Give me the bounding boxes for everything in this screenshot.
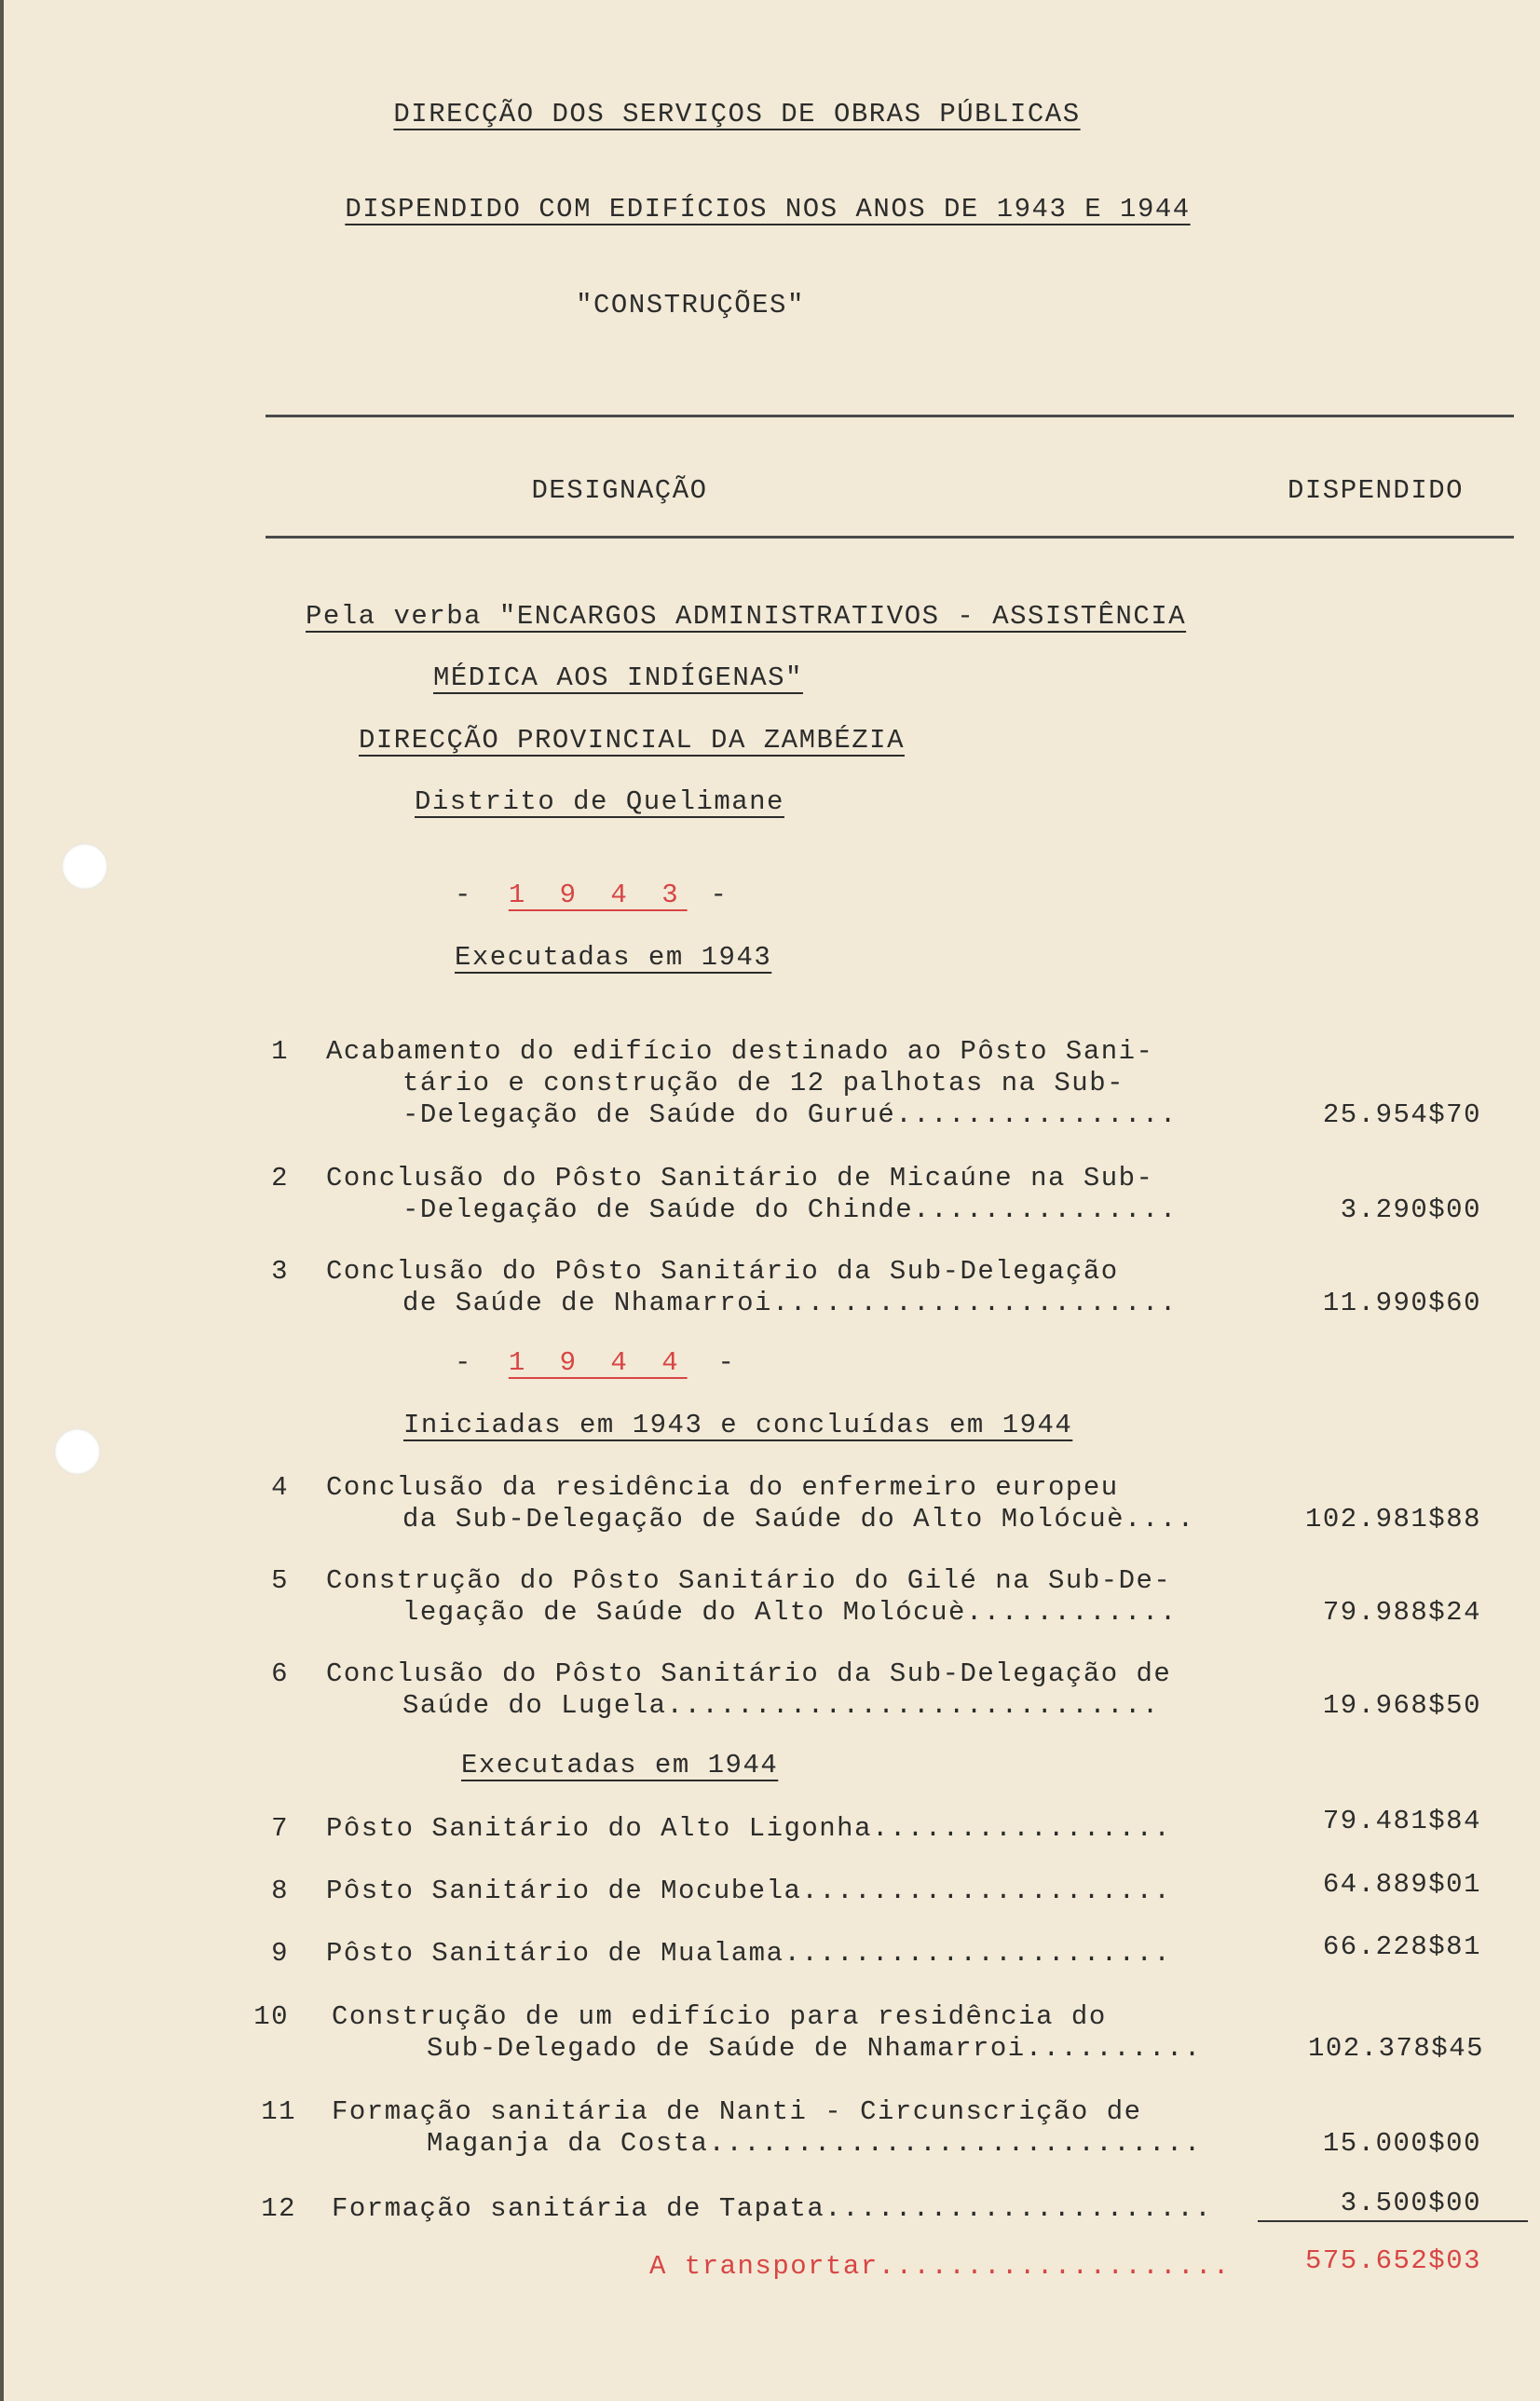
item-number: 6: [271, 1658, 289, 1689]
item-description: tário e construção de 12 palhotas na Sub-: [402, 1068, 1125, 1098]
top-rule: [266, 415, 1514, 417]
total-underline: [1258, 2220, 1528, 2222]
punch-hole-bottom: [54, 1428, 101, 1475]
carry-forward-amount: 575.652$03: [1304, 2245, 1481, 2276]
budget-line-2: MÉDICA AOS INDÍGENAS": [433, 662, 803, 693]
year-1944-digits: 1 9 4 4: [508, 1347, 688, 1378]
item-number: 4: [271, 1472, 289, 1503]
item-number: 10: [253, 2001, 289, 2032]
paper-edge: [0, 0, 4, 2401]
carry-forward-label: A transportar....................: [649, 2251, 1231, 2282]
province-title: DIRECÇÃO PROVINCIAL DA ZAMBÉZIA: [359, 725, 905, 756]
item-description: -Delegação de Saúde do Chinde...............: [402, 1194, 1178, 1225]
started-1943-finished-1944-heading: Iniciadas em 1943 e concluídas em 1944: [403, 1410, 1073, 1440]
item-description: Pôsto Sanitário de Mualama......................: [326, 1938, 1172, 1969]
item-number: 3: [271, 1256, 289, 1287]
item-amount: 79.481$84: [1322, 1806, 1481, 1836]
item-number: 5: [271, 1565, 289, 1596]
item-description: -Delegação de Saúde do Gurué................: [402, 1099, 1178, 1130]
item-description: da Sub-Delegação de Saúde do Alto Molócuè....: [402, 1504, 1195, 1535]
item-description: Conclusão do Pôsto Sanitário da Sub-Delegação de: [326, 1658, 1172, 1689]
punch-hole-top: [61, 843, 108, 890]
item-description: Conclusão da residência do enfermeiro europeu: [326, 1472, 1119, 1503]
header-constructions: "CONSTRUÇÕES": [576, 290, 805, 321]
year-1943-digits: 1 9 4 3: [508, 880, 688, 910]
header-subtitle: DISPENDIDO COM EDIFÍCIOS NOS ANOS DE 1943 E 1944: [345, 194, 1191, 225]
year-dash-left: -: [455, 880, 472, 910]
item-number: 9: [271, 1938, 289, 1969]
item-description: Formação sanitária de Tapata......................: [332, 2193, 1213, 2224]
item-number: 11: [261, 2096, 296, 2127]
budget-line: Pela verba "ENCARGOS ADMINISTRATIVOS - ASSISTÊNCIA: [306, 601, 1187, 632]
item-number: 7: [271, 1813, 289, 1844]
item-description: Construção de um edifício para residência do: [332, 2001, 1107, 2032]
item-amount: 102.981$88: [1304, 1504, 1481, 1535]
item-description: Acabamento do edifício destinado ao Pôsto Sani-: [326, 1036, 1154, 1067]
item-number: 8: [271, 1876, 289, 1906]
item-description: Conclusão do Pôsto Sanitário da Sub-Delegação: [326, 1256, 1119, 1287]
item-amount: 64.889$01: [1322, 1869, 1481, 1900]
item-amount: 25.954$70: [1322, 1099, 1481, 1130]
year-1944-heading: [455, 1349, 735, 1376]
item-amount: 102.378$45: [1307, 2033, 1484, 2064]
item-amount: 66.228$81: [1322, 1931, 1481, 1962]
header-rule: [266, 536, 1514, 539]
year-1943-heading: [455, 881, 728, 908]
item-amount: 3.290$00: [1340, 1194, 1481, 1225]
item-number: 12: [261, 2193, 296, 2224]
item-amount: 11.990$60: [1322, 1288, 1481, 1318]
item-number: 1: [271, 1036, 289, 1067]
column-designation: DESIGNAÇÃO: [531, 475, 708, 506]
header-directorate: DIRECÇÃO DOS SERVIÇOS DE OBRAS PÚBLICAS: [393, 99, 1081, 130]
item-description: de Saúde de Nhamarroi.......................: [402, 1288, 1178, 1318]
item-description: Pôsto Sanitário do Alto Ligonha.................: [326, 1813, 1172, 1844]
item-description: legação de Saúde do Alto Molócuè............: [402, 1597, 1178, 1628]
item-amount: 79.988$24: [1322, 1597, 1481, 1628]
item-amount: 3.500$00: [1340, 2188, 1481, 2218]
item-description: Formação sanitária de Nanti - Circunscrição de: [332, 2096, 1142, 2127]
item-description: Saúde do Lugela............................: [402, 1690, 1160, 1721]
item-description: Conclusão do Pôsto Sanitário de Micaúne na Sub-: [326, 1163, 1154, 1194]
executed-1943-heading: Executadas em 1943: [455, 942, 772, 973]
item-amount: 19.968$50: [1322, 1690, 1481, 1721]
item-amount: 15.000$00: [1322, 2128, 1481, 2159]
executed-1944-heading: Executadas em 1944: [461, 1750, 779, 1780]
district-title: Distrito de Quelimane: [415, 786, 784, 817]
year-dash-right: -: [717, 1347, 736, 1378]
year-dash-right: -: [710, 880, 729, 910]
item-description: Pôsto Sanitário de Mocubela.....................: [326, 1876, 1172, 1906]
year-dash-left: -: [455, 1347, 472, 1378]
item-description: Sub-Delegado de Saúde de Nhamarroi..........: [427, 2033, 1202, 2064]
item-number: 2: [271, 1163, 289, 1194]
item-description: Maganja da Costa............................: [427, 2128, 1202, 2159]
column-spent: DISPENDIDO: [1288, 475, 1465, 506]
item-description: Construção do Pôsto Sanitário do Gilé na Sub-De-: [326, 1565, 1172, 1596]
